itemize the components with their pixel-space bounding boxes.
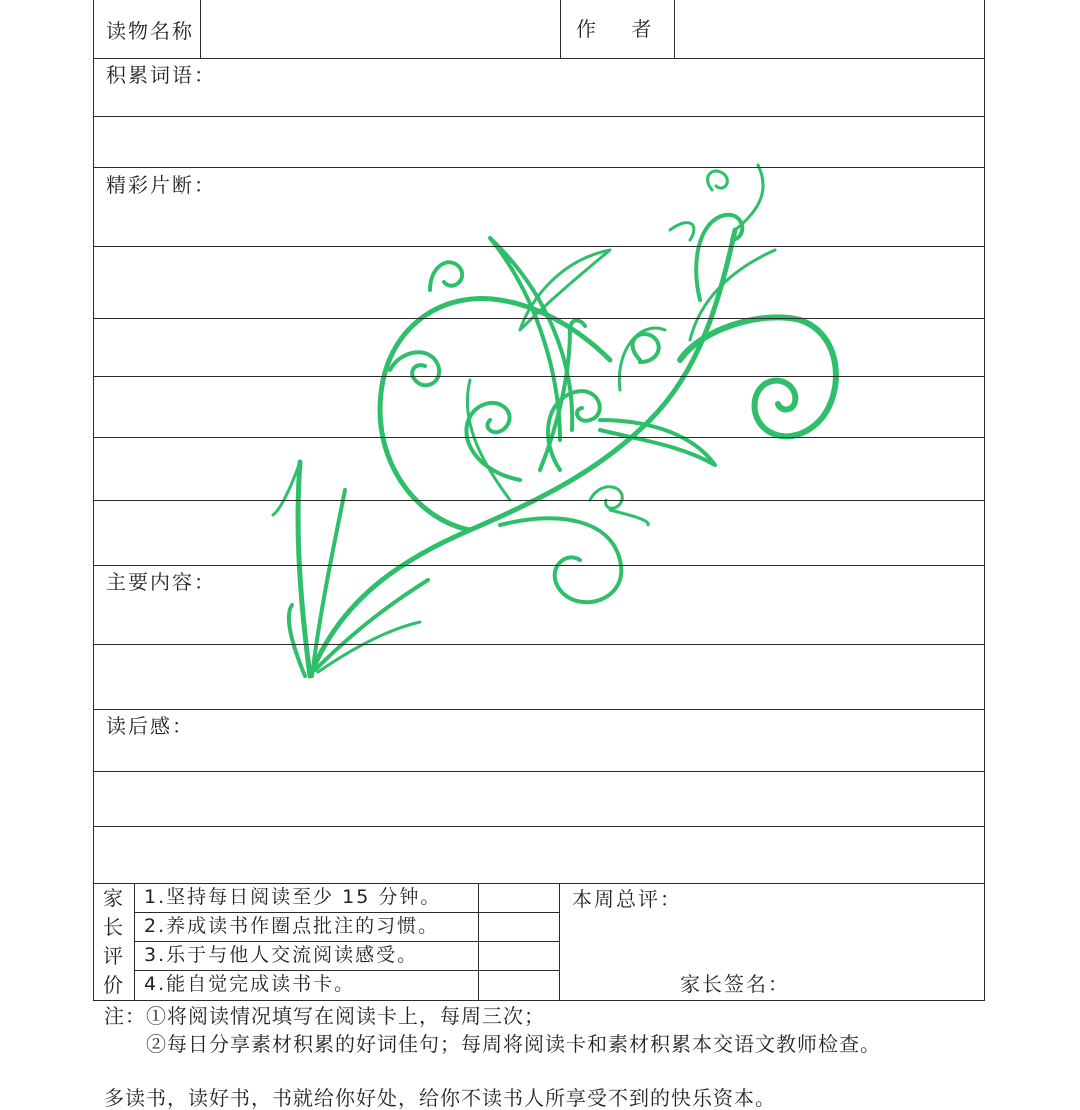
eval-check-4[interactable] (479, 971, 558, 999)
main-content-label: 主要内容： (106, 570, 216, 594)
book-title-label: 读物名称 (106, 19, 194, 43)
eval-side-char-2: 长 (103, 915, 123, 939)
eval-check-1[interactable] (479, 884, 558, 911)
eval-check-2[interactable] (479, 913, 558, 940)
eval-item-3: 3.乐于与他人交流阅读感受。 (144, 944, 419, 966)
book-title-field[interactable] (202, 0, 558, 57)
vocabulary-field[interactable] (94, 59, 984, 165)
rule-1000 (93, 1000, 985, 1001)
reflection-field[interactable] (94, 710, 984, 882)
eval-side-char-4: 价 (103, 973, 123, 997)
weekly-summary-label: 本周总评： (572, 887, 682, 911)
header-divider-3 (674, 0, 675, 58)
parent-signature-label: 家长签名： (680, 972, 790, 996)
vocabulary-label: 积累词语： (106, 63, 216, 87)
eval-side-char-3: 评 (103, 944, 123, 968)
note-line-2: ②每日分享素材积累的好词佳句；每周将阅读卡和素材积累本交语文教师检查。 (146, 1032, 881, 1056)
note-line-1: 注：①将阅读情况填写在阅读卡上，每周三次； (104, 1004, 545, 1028)
header-divider-1 (200, 0, 201, 58)
author-label: 作 者 (576, 17, 654, 41)
excerpts-label: 精彩片断： (106, 173, 216, 197)
eval-item-2: 2.养成读书作圈点批注的习惯。 (144, 915, 440, 937)
main-content-field[interactable] (94, 566, 984, 708)
eval-check-3[interactable] (479, 942, 558, 969)
reading-quote: 多读书，读好书，书就给你好处，给你不读书人所享受不到的快乐资本。 (104, 1086, 776, 1110)
reflection-label: 读后感： (106, 714, 194, 738)
author-field[interactable] (676, 0, 982, 57)
eval-item-1: 1.坚持每日阅读至少 15 分钟。 (144, 886, 442, 908)
excerpts-field[interactable] (94, 168, 984, 564)
header-divider-2 (560, 0, 561, 58)
eval-item-4: 4.能自觉完成读书卡。 (144, 973, 356, 995)
weekly-summary-field[interactable] (561, 915, 983, 965)
eval-side-char-1: 家 (103, 886, 123, 910)
